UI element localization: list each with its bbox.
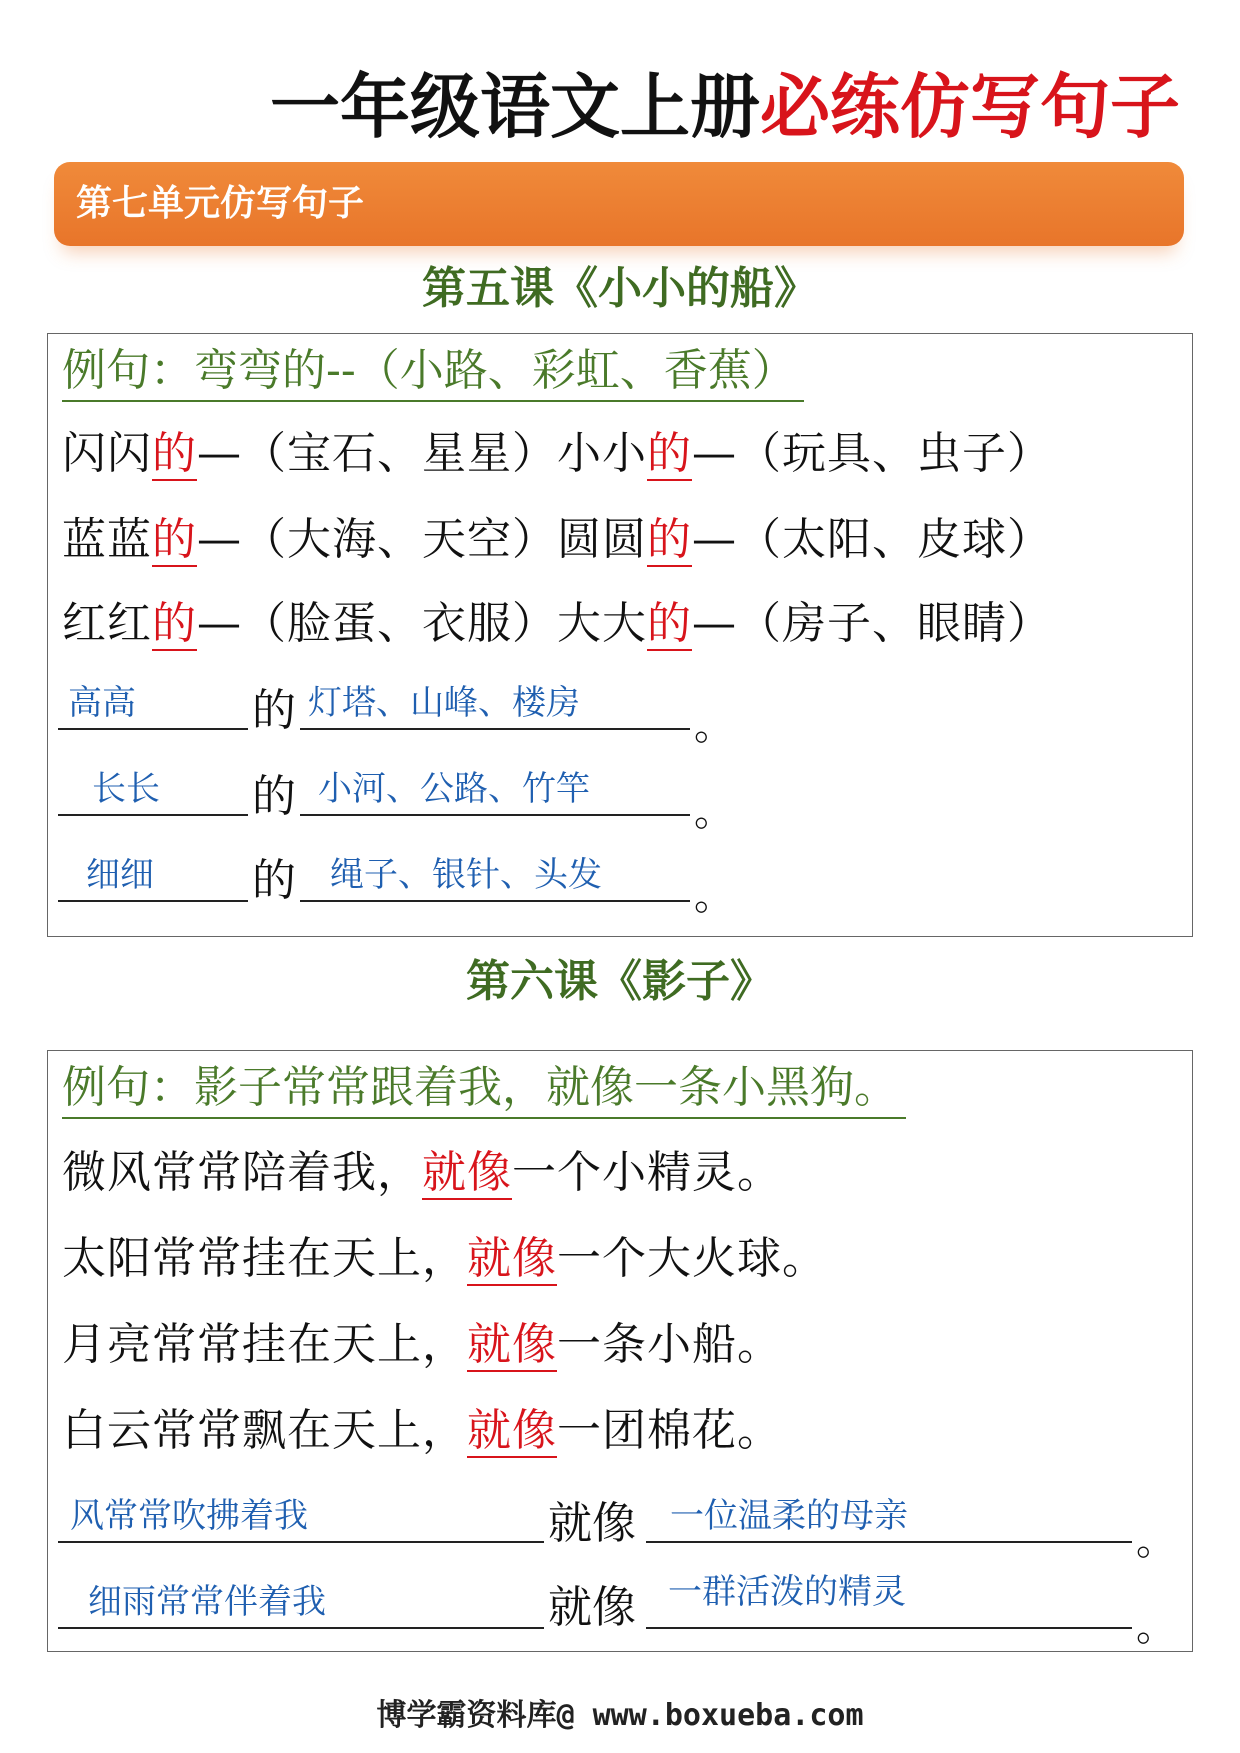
footer-watermark: 博学霸资料库@ www.boxueba.com	[376, 1698, 864, 1733]
lesson6-row: 太阳常常挂在天上，就像一个大火球。	[62, 1233, 827, 1284]
fill-blank-right[interactable]: 小河、公路、竹竿	[300, 760, 690, 816]
fill-blank-right[interactable]: 一群活泼的精灵	[646, 1573, 1132, 1629]
connector-text: 的	[252, 855, 296, 906]
connector-text: 的	[252, 685, 296, 736]
lesson5-row: 蓝蓝的—（大海、天空）圆圆的—（太阳、皮球）	[62, 514, 1052, 565]
unit-banner	[54, 162, 1184, 246]
connector-text: 就像	[548, 1582, 636, 1633]
fill-blank-left[interactable]: 高高	[58, 674, 248, 730]
fill-blank-left[interactable]: 风常常吹拂着我	[58, 1487, 544, 1543]
title-highlight: 必练仿写句子	[760, 66, 1180, 148]
fill-blank-left[interactable]: 细雨常常伴着我	[58, 1573, 544, 1629]
lesson6-example: 例句：影子常常跟着我，就像一条小黑狗。	[62, 1059, 906, 1119]
fill-blank-left[interactable]: 长长	[58, 760, 248, 816]
lesson6-row: 月亮常常挂在天上，就像一条小船。	[62, 1319, 782, 1370]
lesson5-box	[47, 333, 1193, 937]
period: 。	[694, 789, 734, 835]
lesson5-row: 红红的—（脸蛋、衣服）大大的—（房子、眼睛）	[62, 598, 1052, 649]
connector-text: 的	[252, 771, 296, 822]
period: 。	[694, 703, 734, 749]
fill-blank-right[interactable]: 绳子、银针、头发	[300, 846, 690, 902]
lesson6-box	[47, 1050, 1193, 1652]
page-title	[270, 62, 1180, 152]
fill-blank-right[interactable]: 一位温柔的母亲	[646, 1487, 1132, 1543]
connector-text: 就像	[548, 1498, 636, 1549]
unit-banner-label: 第七单元仿写句子	[76, 183, 365, 224]
lesson5-row: 闪闪的—（宝石、星星）小小的—（玩具、虫子）	[62, 428, 1052, 479]
fill-blank-right[interactable]: 灯塔、山峰、楼房	[300, 674, 690, 730]
lesson6-row: 微风常常陪着我，就像一个小精灵。	[62, 1147, 782, 1198]
lesson6-row: 白云常常飘在天上，就像一团棉花。	[62, 1405, 782, 1456]
title-main: 一年级语文上册	[270, 66, 760, 148]
fill-blank-left[interactable]: 细细	[58, 846, 248, 902]
lesson6-title: 第六课《影子》	[466, 956, 774, 1007]
lesson5-title: 第五课《小小的船》	[422, 263, 818, 314]
period: 。	[694, 873, 734, 919]
period: 。	[1136, 1604, 1176, 1650]
lesson5-example: 例句：弯弯的--（小路、彩虹、香蕉）	[62, 342, 804, 402]
period: 。	[1136, 1518, 1176, 1564]
